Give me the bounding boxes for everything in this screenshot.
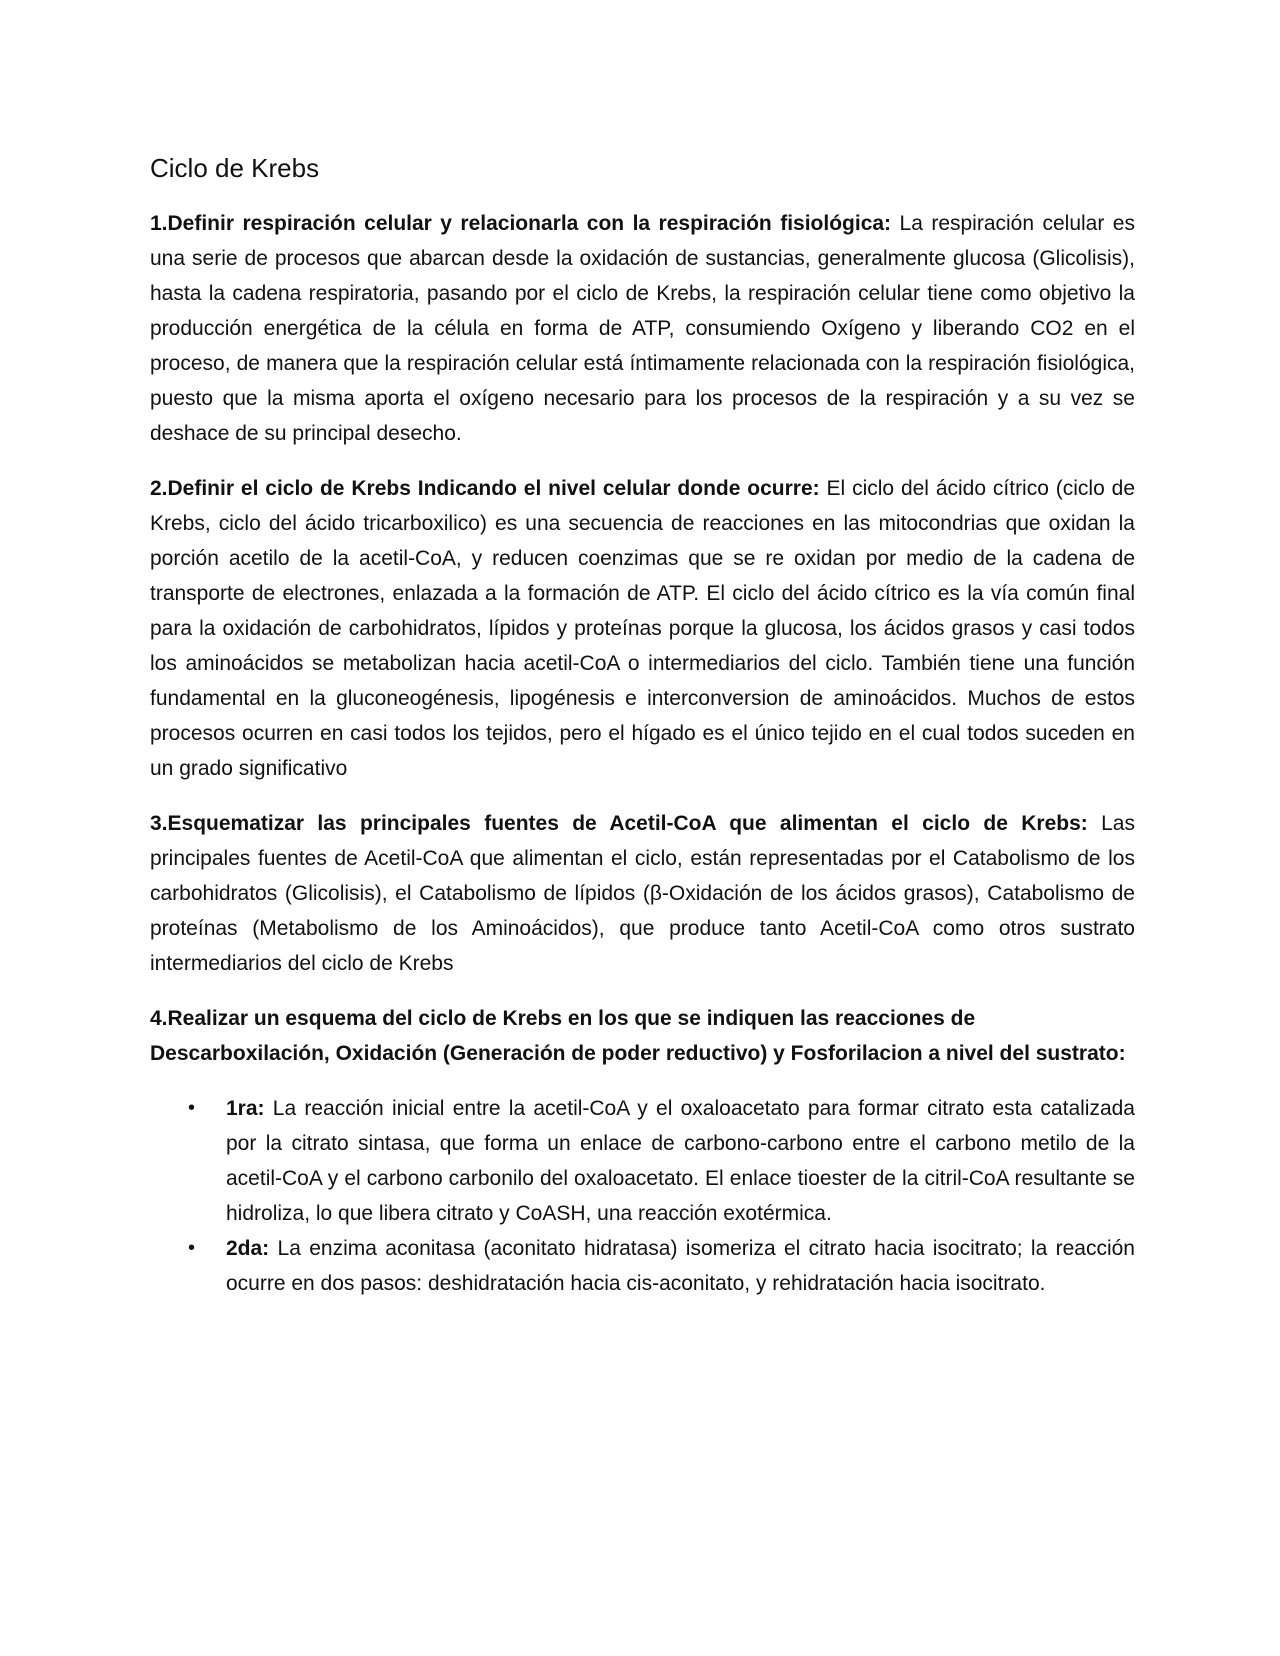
section-2-heading: 2.Definir el ciclo de Krebs Indicando el nivel celular donde ocurre: [150, 477, 820, 500]
section-3 [150, 806, 1135, 981]
list-item [150, 1091, 1135, 1231]
section-2-body: El ciclo del ácido cítrico (ciclo de Krebs, ciclo del ácido tricarboxilico) es una secuencia de reacciones en las mitocondrias que oxidan la porción acetilo de la acetil-CoA, y reducen coenzimas que se re oxidan por medio de la cadena de transporte de electrones, enlazada a la formación de ATP. El ciclo del ácido cítrico es la vía común final para la oxidación de carbohidratos, lípidos y proteínas porque la glucosa, los ácidos grasos y casi todos los aminoácidos se metabolizan hacia acetil-CoA o intermediarios del ciclo. También tiene una función fundamental en la gluconeogénesis, lipogénesis e interconversion de aminoácidos. Muchos de estos procesos ocurren en casi todos los tejidos, pero el hígado es el único tejido en el cual todos suceden en un grado significativo [150, 477, 1135, 780]
list-item [150, 1231, 1135, 1301]
section-1 [150, 206, 1135, 451]
bullet-label: 2da: [226, 1237, 270, 1260]
section-1-body: La respiración celular es una serie de procesos que abarcan desde la oxidación de sustancias, generalmente glucosa (Glicolisis), hasta la cadena respiratoria, pasando por el ciclo de Krebs, la respiración celular tiene como objetivo la producción energética de la célula en forma de ATP, consumiendo Oxígeno y liberando CO2 en el proceso, de manera que la respiración celular está íntimamente relacionada con la respiración fisiológica, puesto que la misma aporta el oxígeno necesario para los procesos de la respiración y a su vez se deshace de su principal desecho. [150, 212, 1135, 445]
bullet-icon: • [188, 1097, 196, 1119]
section-3-heading: 3.Esquematizar las principales fuentes de Acetil-CoA que alimentan el ciclo de Krebs: [150, 812, 1088, 835]
section-4-heading: 4.Realizar un esquema del ciclo de Krebs en los que se indiquen las reacciones de Descarboxilación, Oxidación (Generación de poder reductivo) y Fosforilacion a nivel del sustrato: [150, 1007, 1126, 1065]
section-3-body: Las principales fuentes de Acetil-CoA que alimentan el ciclo, están representadas por el Catabolismo de los carbohidratos (Glicolisis), el Catabolismo de lípidos (β-Oxidación de los ácidos grasos), Catabolismo de proteínas (Metabolismo de los Aminoácidos), que produce tanto Acetil-CoA como otros sustrato intermediarios del ciclo de Krebs [150, 812, 1135, 975]
bullet-text: La enzima aconitasa (aconitato hidratasa) isomeriza el citrato hacia isocitrato; la reacción ocurre en dos pasos: deshidratación hacia cis-aconitato, y rehidratación hacia isocitrato. [226, 1237, 1135, 1295]
bullet-icon: • [188, 1237, 196, 1259]
bullet-label: 1ra: [226, 1097, 265, 1120]
section-2 [150, 471, 1135, 786]
section-1-heading: 1.Definir respiración celular y relacionarla con la respiración fisiológica: [150, 212, 892, 235]
document-title: Ciclo de Krebs [150, 153, 320, 183]
document-content [150, 148, 1135, 1301]
reaction-list [150, 1091, 1135, 1301]
bullet-text: La reacción inicial entre la acetil-CoA y el oxaloacetato para formar citrato esta catalizada por la citrato sintasa, que forma un enlace de carbono-carbono entre el carbono metilo de la acetil-CoA y el carbono carbonilo del oxaloacetato. El enlace tioester de la citril-CoA resultante se hidroliza, lo que libera citrato y CoASH, una reacción exotérmica. [226, 1097, 1135, 1225]
